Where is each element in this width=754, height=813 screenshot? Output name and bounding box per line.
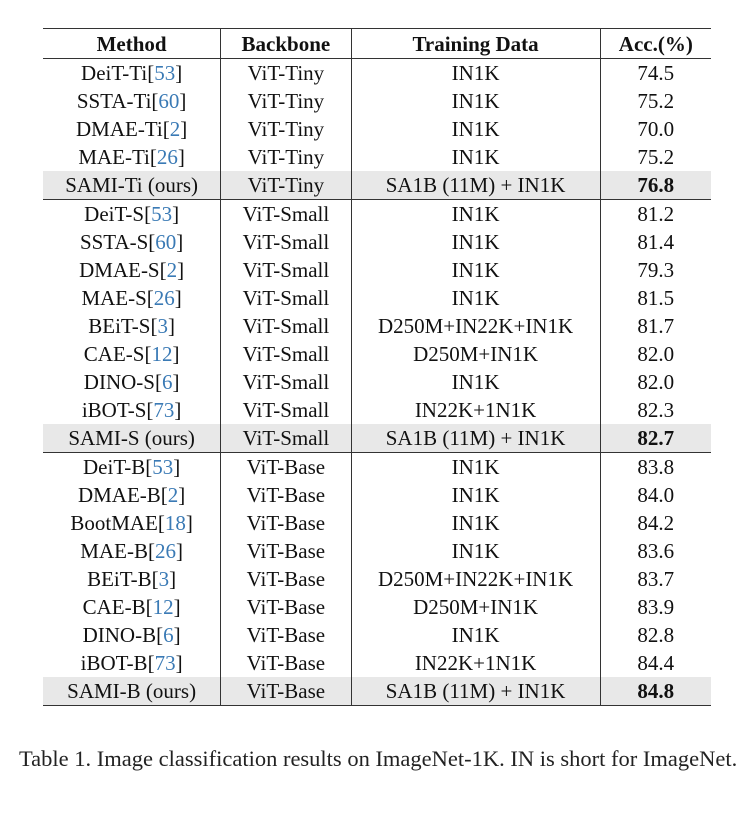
backbone-cell: ViT-Small xyxy=(221,340,351,368)
training-data-cell: IN1K xyxy=(351,509,600,537)
table-row xyxy=(43,453,711,482)
method-cell xyxy=(43,171,221,200)
method-name: DINO-B xyxy=(82,623,157,647)
method-cell: BootMAE[18] xyxy=(43,509,221,537)
method-name: DINO-S xyxy=(83,370,155,394)
table-row xyxy=(43,621,711,649)
method-name: DMAE-Ti xyxy=(75,117,163,141)
method-cell: SSTA-S[60] xyxy=(43,228,221,256)
method-cell: DeiT-B[53] xyxy=(43,453,221,482)
citation-link[interactable]: 2 xyxy=(167,483,179,507)
training-data-cell: IN22K+1N1K xyxy=(351,396,600,424)
backbone-cell: ViT-Small xyxy=(221,424,351,453)
accuracy-cell: 82.0 xyxy=(637,370,675,394)
method-cell: BEiT-S[3] xyxy=(43,312,221,340)
method-name: DMAE-B xyxy=(77,483,161,507)
citation-link[interactable]: 60 xyxy=(155,230,177,254)
training-data-cell: SA1B (11M) + IN1K xyxy=(351,171,600,200)
backbone-cell: ViT-Small xyxy=(221,368,351,396)
accuracy-cell: 83.7 xyxy=(637,567,675,591)
method-name: SAMI-S (ours) xyxy=(68,426,195,450)
method-name: MAE-S xyxy=(81,286,147,310)
backbone-cell: ViT-Base xyxy=(221,481,351,509)
accuracy-cell: 81.2 xyxy=(637,202,675,226)
table-body xyxy=(43,59,711,706)
citation-link[interactable]: 6 xyxy=(163,623,174,647)
accuracy-cell: 74.5 xyxy=(637,61,675,85)
table-row xyxy=(43,312,711,340)
training-data-cell: IN1K xyxy=(351,621,600,649)
method-cell: iBOT-B[73] xyxy=(43,649,221,677)
citation-link[interactable]: 73 xyxy=(153,398,175,422)
accuracy-cell: 82.8 xyxy=(637,623,675,647)
method-cell xyxy=(43,677,221,706)
method-cell: MAE-S[26] xyxy=(43,284,221,312)
backbone-cell: ViT-Base xyxy=(221,677,351,706)
table-caption: Table 1. Image classification results on ImageNet-1K. IN is short for ImageNet. xyxy=(19,746,738,771)
citation-link[interactable]: 26 xyxy=(153,286,175,310)
method-cell: CAE-S[12] xyxy=(43,340,221,368)
training-data-cell: IN1K xyxy=(351,537,600,565)
method-cell: DeiT-Ti[53] xyxy=(43,59,221,88)
table-header xyxy=(43,29,711,59)
table-row xyxy=(43,396,711,424)
backbone-cell: ViT-Base xyxy=(221,453,351,482)
accuracy-cell: 82.3 xyxy=(637,398,675,422)
backbone-cell: ViT-Base xyxy=(221,565,351,593)
table-row xyxy=(43,593,711,621)
method-name: SAMI-Ti (ours) xyxy=(65,173,199,197)
accuracy-cell: 75.2 xyxy=(637,89,675,113)
backbone-cell: ViT-Small xyxy=(221,228,351,256)
method-cell: SSTA-Ti[60] xyxy=(43,87,221,115)
citation-link[interactable]: 6 xyxy=(161,370,173,394)
method-cell: DMAE-Ti[2] xyxy=(43,115,221,143)
training-data-cell: D250M+IN22K+IN1K xyxy=(351,565,600,593)
method-name: iBOT-B xyxy=(80,651,148,675)
citation-link[interactable]: 73 xyxy=(154,651,176,675)
backbone-cell: ViT-Small xyxy=(221,312,351,340)
header-method: Method xyxy=(43,29,221,59)
training-data-cell: D250M+IN1K xyxy=(351,593,600,621)
results-table xyxy=(43,28,711,706)
backbone-cell: ViT-Small xyxy=(221,256,351,284)
method-cell: DINO-S[6] xyxy=(43,368,221,396)
training-data-cell: IN22K+1N1K xyxy=(351,649,600,677)
backbone-cell: ViT-Base xyxy=(221,593,351,621)
citation-link[interactable]: 2 xyxy=(169,117,181,141)
table-row xyxy=(43,200,711,229)
method-cell: iBOT-S[73] xyxy=(43,396,221,424)
training-data-cell: IN1K xyxy=(351,228,600,256)
method-cell: DMAE-S[2] xyxy=(43,256,221,284)
accuracy-cell: 84.8 xyxy=(600,677,711,706)
accuracy-cell: 79.3 xyxy=(637,258,675,282)
table-row xyxy=(43,256,711,284)
method-name: DMAE-S xyxy=(79,258,160,282)
accuracy-cell: 76.8 xyxy=(600,171,711,200)
method-cell: MAE-Ti[26] xyxy=(43,143,221,171)
table-row xyxy=(43,115,711,143)
training-data-cell: IN1K xyxy=(351,256,600,284)
backbone-cell: ViT-Base xyxy=(221,621,351,649)
citation-link[interactable]: 2 xyxy=(166,258,178,282)
method-cell: CAE-B[12] xyxy=(43,593,221,621)
citation-link[interactable]: 60 xyxy=(158,89,180,113)
method-name: MAE-Ti xyxy=(78,145,150,169)
training-data-cell: D250M+IN22K+IN1K xyxy=(351,312,600,340)
accuracy-cell: 81.4 xyxy=(637,230,675,254)
training-data-cell: IN1K xyxy=(351,284,600,312)
training-data-cell: IN1K xyxy=(351,453,600,482)
method-name: SSTA-S xyxy=(79,230,149,254)
citation-link[interactable]: 12 xyxy=(151,342,173,366)
backbone-cell: ViT-Tiny xyxy=(221,87,351,115)
backbone-cell: ViT-Base xyxy=(221,649,351,677)
method-name: DeiT-Ti xyxy=(81,61,148,85)
method-cell xyxy=(43,424,221,453)
training-data-cell: IN1K xyxy=(351,87,600,115)
backbone-cell: ViT-Tiny xyxy=(221,59,351,88)
table-row xyxy=(43,368,711,396)
backbone-cell: ViT-Base xyxy=(221,537,351,565)
accuracy-cell: 75.2 xyxy=(637,145,675,169)
accuracy-cell: 81.7 xyxy=(637,314,675,338)
table-row xyxy=(43,481,711,509)
citation-link[interactable]: 53 xyxy=(151,202,173,226)
method-cell: MAE-B[26] xyxy=(43,537,221,565)
method-name: DeiT-S xyxy=(84,202,145,226)
method-cell: DINO-B[6] xyxy=(43,621,221,649)
table-row xyxy=(43,649,711,677)
accuracy-cell: 81.5 xyxy=(637,286,675,310)
method-cell: BEiT-B[3] xyxy=(43,565,221,593)
backbone-cell: ViT-Tiny xyxy=(221,115,351,143)
backbone-cell: ViT-Base xyxy=(221,509,351,537)
header-row xyxy=(43,29,711,59)
training-data-cell: IN1K xyxy=(351,143,600,171)
accuracy-cell: 82.7 xyxy=(600,424,711,453)
method-name: SSTA-Ti xyxy=(76,89,152,113)
backbone-cell: ViT-Small xyxy=(221,200,351,229)
table-row xyxy=(43,509,711,537)
table-row xyxy=(43,143,711,171)
training-data-cell: IN1K xyxy=(351,200,600,229)
citation-link[interactable]: 53 xyxy=(152,455,174,479)
backbone-cell: ViT-Small xyxy=(221,284,351,312)
table-row-ours xyxy=(43,677,711,706)
training-data-cell: SA1B (11M) + IN1K xyxy=(351,677,600,706)
header-accuracy: Acc.(%) xyxy=(618,31,693,56)
accuracy-cell: 83.9 xyxy=(637,595,675,619)
method-name: CAE-S xyxy=(83,342,145,366)
table-row xyxy=(43,284,711,312)
method-name: iBOT-S xyxy=(81,398,147,422)
backbone-cell: ViT-Tiny xyxy=(221,143,351,171)
citation-link[interactable]: 26 xyxy=(154,539,176,563)
method-cell: DMAE-B[2] xyxy=(43,481,221,509)
citation-link[interactable]: 26 xyxy=(156,145,178,169)
training-data-cell: D250M+IN1K xyxy=(351,340,600,368)
method-name: SAMI-B (ours) xyxy=(67,679,197,703)
accuracy-cell: 83.8 xyxy=(637,455,675,479)
table-row-ours xyxy=(43,424,711,453)
citation-link[interactable]: 18 xyxy=(164,511,186,535)
backbone-cell: ViT-Small xyxy=(221,396,351,424)
table-row xyxy=(43,340,711,368)
training-data-cell: IN1K xyxy=(351,481,600,509)
method-name: BEiT-B xyxy=(87,567,152,591)
citation-link[interactable]: 12 xyxy=(152,595,174,619)
backbone-cell: ViT-Tiny xyxy=(221,171,351,200)
citation-link[interactable]: 3 xyxy=(158,567,170,591)
method-name: MAE-B xyxy=(80,539,148,563)
accuracy-cell: 82.0 xyxy=(637,342,675,366)
method-name: BootMAE xyxy=(70,511,158,535)
method-name: CAE-B xyxy=(82,595,146,619)
table-row-ours xyxy=(43,171,711,200)
method-name: DeiT-B xyxy=(83,455,146,479)
table-row xyxy=(43,537,711,565)
accuracy-cell: 84.0 xyxy=(637,483,675,507)
training-data-cell: IN1K xyxy=(351,115,600,143)
table-row xyxy=(43,228,711,256)
table-row xyxy=(43,87,711,115)
training-data-cell: IN1K xyxy=(351,59,600,88)
header-training-data: Training Data xyxy=(351,29,600,59)
accuracy-cell: 70.0 xyxy=(637,117,675,141)
accuracy-cell: 83.6 xyxy=(637,539,675,563)
accuracy-cell: 84.2 xyxy=(637,511,675,535)
training-data-cell: SA1B (11M) + IN1K xyxy=(351,424,600,453)
table-row xyxy=(43,565,711,593)
training-data-cell: IN1K xyxy=(351,368,600,396)
accuracy-cell: 84.4 xyxy=(637,651,675,675)
header-backbone: Backbone xyxy=(221,29,351,59)
table-row xyxy=(43,59,711,88)
method-cell: DeiT-S[53] xyxy=(43,200,221,229)
citation-link[interactable]: 53 xyxy=(154,61,176,85)
method-name: BEiT-S xyxy=(88,314,151,338)
citation-link[interactable]: 3 xyxy=(157,314,168,338)
